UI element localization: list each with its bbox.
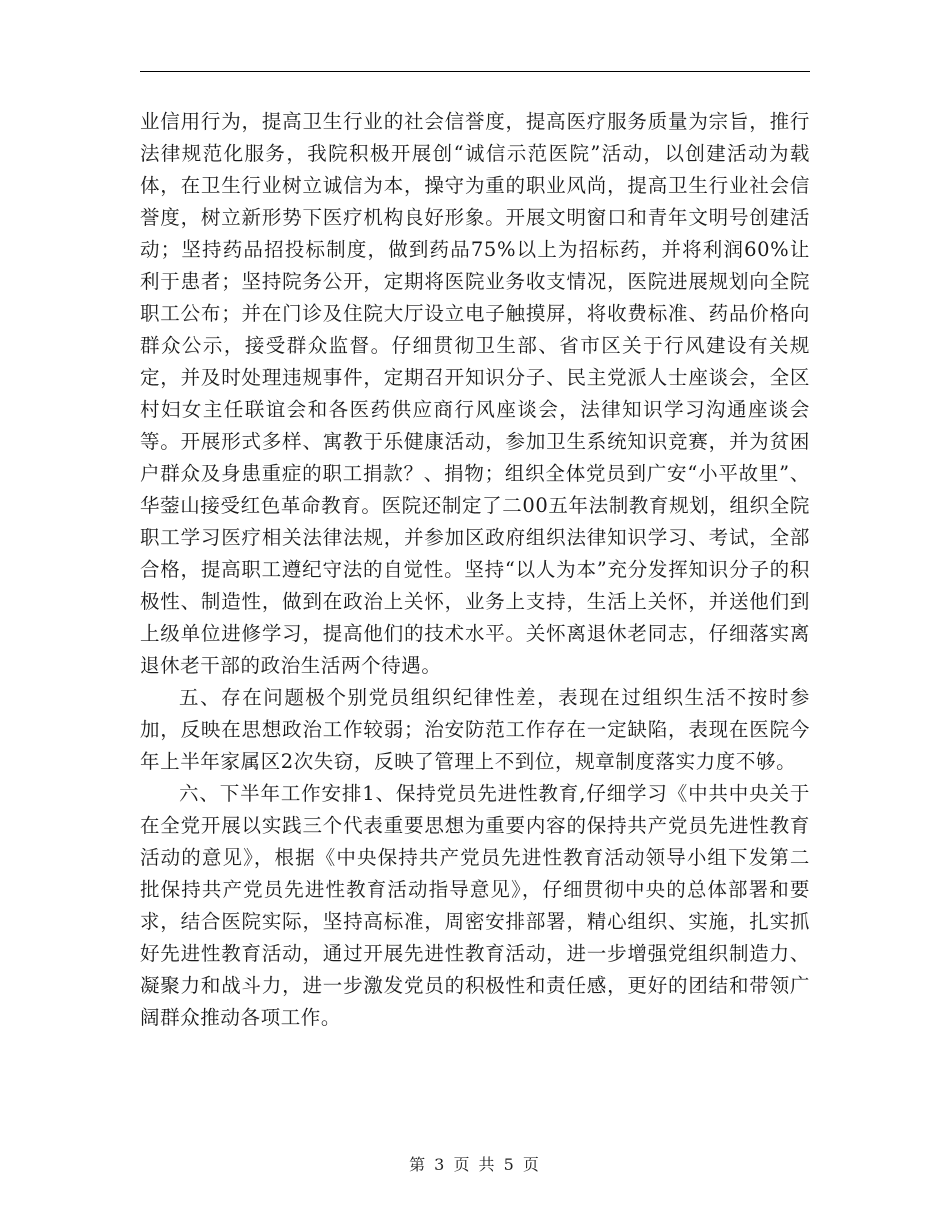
paragraph-continuation: 业信用行为，提高卫生行业的社会信誉度，提高医疗服务质量为宗旨，推行法律规范化服务，我院积极开展创“诚信示范医院”活动，以创建活动为载体，在卫生行业树立诚信为本，操守为重的职业风尚，提高卫生行业社会信誉度，树立新形势下医疗机构良好形象。开展文明窗口和青年文明号创建活动；坚持药品招投标制度，做到药品75%以上为招标药，并将利润60%让利于患者；坚持院务公开，定期将医院业务收支情况，医院进展规划向全院职工公布；并在门诊及住院大厅设立电子触摸屏，将收费标准、药品价格向群众公示，接受群众监督。仔细贯彻卫生部、省市区关于行风建设有关规定，并及时处理违规事件，定期召开知识分子、民主党派人士座谈会，全区村妇女主任联谊会和各医药供应商行风座谈会，法律知识学习沟通座谈会等。开展形式多样、寓教于乐健康活动，参加卫生系统知识竞赛，并为贫困户群众及身患重症的职工捐款？、捐物；组织全体党员到广安“小平故里”、华蓥山接受红色革命教育。医院还制定了二00五年法制教育规划，组织全院职工学习医疗相关法律法规，并参加区政府组织法律知识学习、考试，全部合格，提高职工遵纪守法的自觉性。坚持“以人为本”充分发挥知识分子的积极性、制造性，做到在政治上关怀，业务上支持，生活上关怀，并送他们到上级单位进修学习，提高他们的技术水平。关怀离退休老同志，仔细落实离退休老干部的政治生活两个待遇。	[140, 110, 810, 677]
body-text	[140, 106, 810, 1034]
paragraph-problems: 五、存在问题极个别党员组织纪律性差，表现在过组织生活不按时参加，反映在思想政治工作较弱；治安防范工作存在一定缺陷，表现在医院今年上半年家属区2次失窃，反映了管理上不到位，规章制度落实力度不够。	[140, 686, 810, 773]
header-rule	[140, 71, 810, 72]
page-number: 第 3 页 共 5 页	[409, 1155, 541, 1174]
paragraph-next-plan: 六、下半年工作安排1、保持党员先进性教育,仔细学习《中共中央关于在全党开展以实践三个代表重要思想为重要内容的保持共产党员先进性教育活动的意见》，根据《中央保持共产党员先进性教育活动领导小组下发第二批保持共产党员先进性教育活动指导意见》，仔细贯彻中央的总体部署和要求，结合医院实际，坚持高标准，周密安排部署，精心组织、实施，扎实抓好先进性教育活动，通过开展先进性教育活动，进一步增强党组织制造力、凝聚力和战斗力，进一步激发党员的积极性和责任感，更好的团结和带领广阔群众推动各项工作。	[140, 782, 810, 1029]
